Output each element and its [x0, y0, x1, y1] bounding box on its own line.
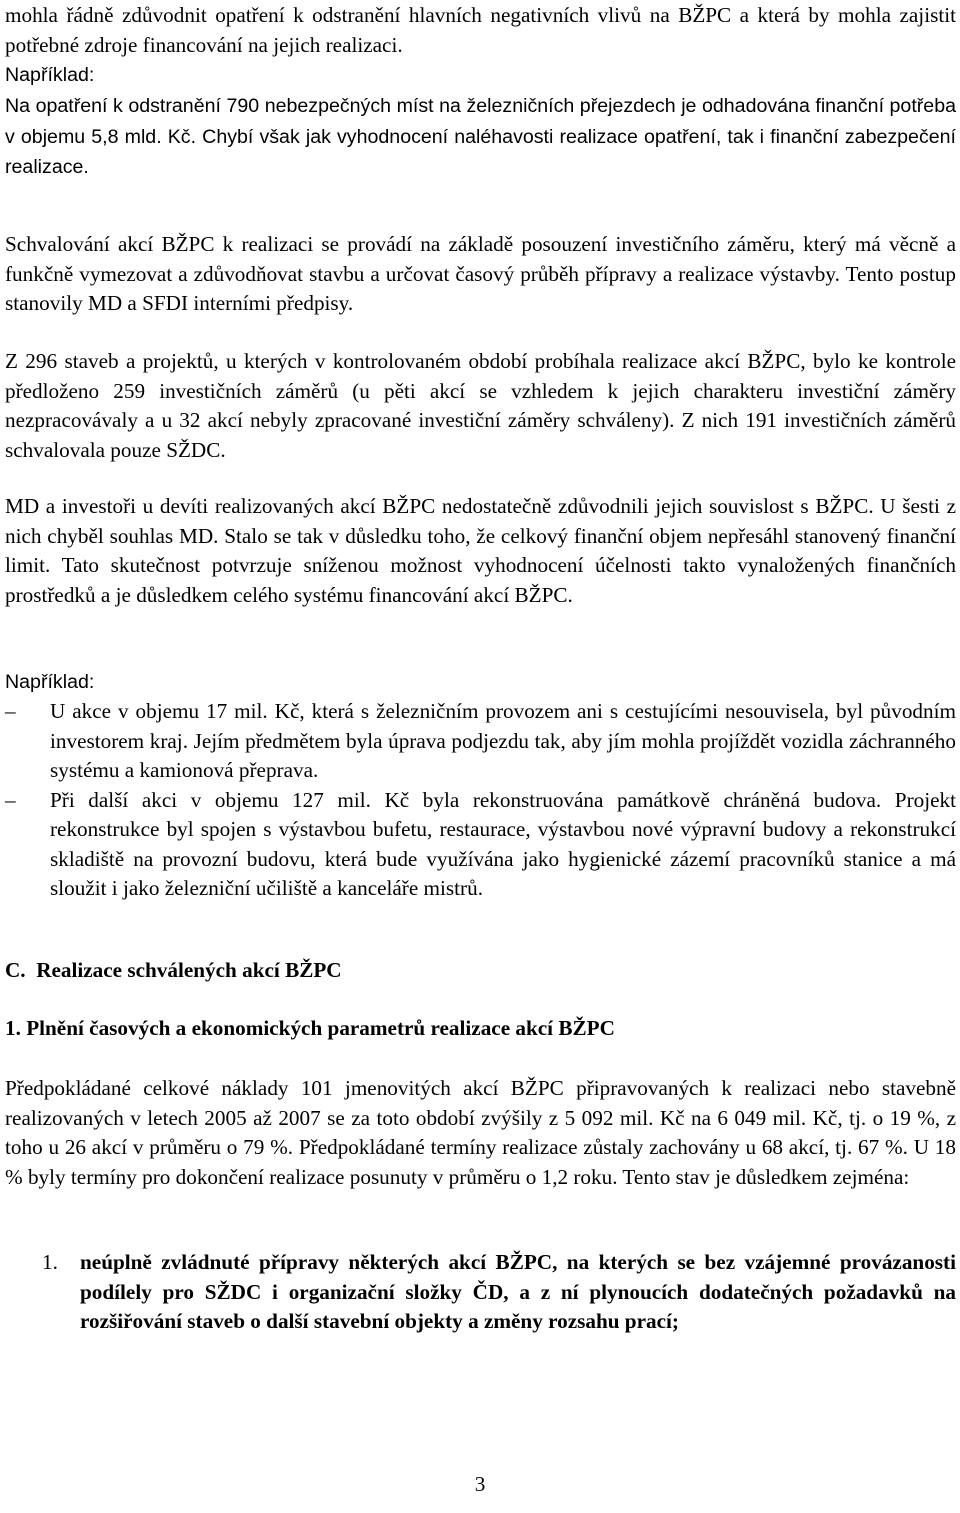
- page-number: 3: [474, 1472, 486, 1496]
- list-number: 1.: [42, 1250, 58, 1274]
- example-1-rest-text: Chybí však jak vyhodnocení naléhavosti realizace opatření, tak i finanční zabezpečení realizace.: [5, 125, 956, 178]
- paragraph-schvalovani: Schvalování akcí BŽPC k realizaci se provádí na základě posouzení investičního záměru, který má věcně a funkčně vymezovat a zdůvodňovat stavbu a určovat časový průběh přípravy a realizace výstavby. Tento postup stanovily MD a SFDI interními předpisy.: [5, 232, 956, 315]
- paragraph-predpokladane: Předpokládané celkové náklady 101 jmenovitých akcí BŽPC připravovaných k realizaci nebo stavebně realizovaných v letech 2005 až 2007 se za toto období zvýšily z 5 092 mil. Kč na 6 049 mil. Kč, tj. o 19 %, z toho u 26 akcí v průměru o 79 %. Předpokládané termíny realizace zůstaly zachovány u 68 akcí, tj. 67 %. U 18 % byly termíny pro dokončení realizace posunuty v průměru o 1,2 roku. Tento stav je důsledkem zejména:: [5, 1076, 956, 1189]
- section-heading-1: 1. Plnění časových a ekonomických parametrů realizace akcí BŽPC: [5, 1016, 615, 1040]
- example-1-sans-text: Na opatření k odstranění 790 nebezpečných míst na železničních přejezdech je odhadována finanční potřeba v objemu 5,8 mld. Kč.: [5, 95, 956, 148]
- list-item: [5, 1248, 956, 1337]
- paragraph-z296: Z 296 staveb a projektů, u kterých v kontrolovaném období probíhala realizace akcí BŽPC, bylo ke kontrole předloženo 259 investičních záměrů (u pěti akcí se vzhledem k jejich charakteru investiční záměry nezpracovávaly a u 32 akcí nebyly zpracované investiční záměry schváleny). Z nich 191 investičních záměrů schvalovala pouze SŽDC.: [5, 349, 956, 462]
- paragraph-md: MD a investoři u devíti realizovaných akcí BŽPC nedostatečně zdůvodnili jejich souvislost s BŽPC. U šesti z nich chyběl souhlas MD. Stalo se tak v důsledku toho, že celkový finanční objem nepřesáhl stanovený finanční limit. Tato skutečnost potvrzuje sníženou možnost vyhodnocení účelnosti takto vynaložených finančních prostředků a je důsledkem celého systému financování akcí BŽPC.: [5, 494, 956, 607]
- section-heading-c: C. Realizace schválených akcí BŽPC: [5, 958, 342, 982]
- dash-marker: –: [5, 699, 16, 723]
- list-item: [5, 697, 956, 786]
- list-item-text: U akce v objemu 17 mil. Kč, která s železničním provozem ani s cestujícími nesouvisela, byl původním investorem kraj. Jejím předmětem byla úprava podjezdu tak, aby jím mohla projíždět vozidla záchranného systému a kamionová přeprava.: [50, 699, 956, 782]
- example-label-1: Například:: [5, 64, 95, 86]
- numbered-list: [5, 1248, 956, 1337]
- list-item: [5, 786, 956, 904]
- example-dash-list: [5, 697, 956, 904]
- dash-marker: –: [5, 787, 16, 812]
- example-label-2: Například:: [5, 671, 95, 693]
- paragraph-example-1: [5, 91, 956, 183]
- list-item-text: neúplně zvládnuté přípravy některých akcí BŽPC, na kterých se bez vzájemné provázanosti podílely pro SŽDC i organizační složky ČD, a z ní plynoucích dodatečných požadavků na rozšiřování staveb o další stavební objekty a změny rozsahu prací;: [80, 1250, 956, 1333]
- paragraph-intro: mohla řádně zdůvodnit opatření k odstranění hlavních negativních vlivů na BŽPC a která by mohla zajistit potřebné zdroje financování na jejich realizaci.: [5, 3, 956, 57]
- list-item-text: Při další akci v objemu 127 mil. Kč byla rekonstruována památkově chráněná budova. Projekt rekonstrukce byl spojen s výstavbou bufetu, restaurace, výstavbou nové výpravní budovy a rekonstrukcí skladiště na provozní budovu, která bude využívána jako hygienické zázemí pracovníků stanice a má sloužit i jako železniční učiliště a kanceláře mistrů.: [50, 787, 956, 900]
